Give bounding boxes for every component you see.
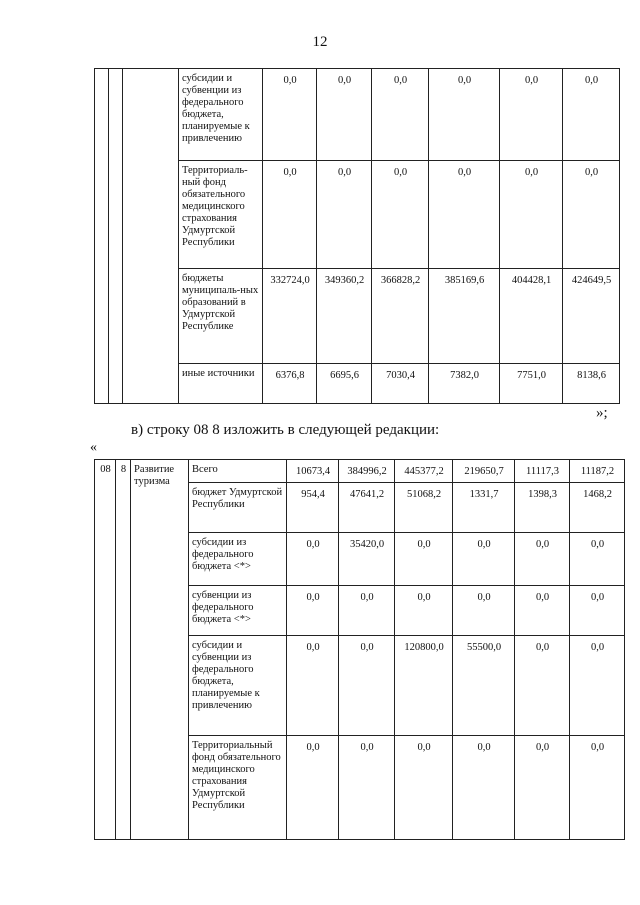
value-cell: 0,0 [317, 161, 372, 269]
instruction-text: в) строку 08 8 изложить в следующей редакции: [131, 422, 440, 438]
source-label: бюджет Удмуртской Республики [189, 483, 287, 533]
subcode-cell: 8 [116, 460, 131, 840]
value-cell: 1331,7 [453, 483, 515, 533]
value-cell: 0,0 [287, 636, 339, 736]
value-cell: 219650,7 [453, 460, 515, 483]
value-cell: 0,0 [515, 636, 570, 736]
value-cell: 0,0 [287, 586, 339, 636]
value-cell: 445377,2 [395, 460, 453, 483]
value-cell: 0,0 [395, 736, 453, 840]
value-cell: 0,0 [570, 736, 625, 840]
name-cell [123, 69, 179, 404]
value-cell: 0,0 [453, 736, 515, 840]
source-label: Территориаль-ный фонд обязательного медицинского страхования Удмуртской Республики [179, 161, 263, 269]
value-cell: 366828,2 [372, 269, 429, 364]
value-cell: 404428,1 [500, 269, 563, 364]
value-cell: 0,0 [339, 636, 395, 736]
page-number: 12 [312, 34, 328, 50]
value-cell: 0,0 [372, 69, 429, 161]
table-row [95, 460, 625, 483]
value-cell: 0,0 [372, 161, 429, 269]
value-cell: 0,0 [287, 533, 339, 586]
value-cell: 385169,6 [429, 269, 500, 364]
code-cell: 08 [95, 460, 116, 840]
value-cell: 1398,3 [515, 483, 570, 533]
value-cell: 6376,8 [263, 364, 317, 404]
value-cell: 954,4 [287, 483, 339, 533]
source-label: субсидии и субвенции из федерального бюджета, планируемые к привлечению [179, 69, 263, 161]
value-cell: 0,0 [339, 736, 395, 840]
value-cell: 0,0 [429, 69, 500, 161]
value-cell: 7751,0 [500, 364, 563, 404]
value-cell: 11117,3 [515, 460, 570, 483]
value-cell: 424649,5 [563, 269, 620, 364]
value-cell: 6695,6 [317, 364, 372, 404]
value-cell: 0,0 [570, 586, 625, 636]
value-cell: 0,0 [563, 161, 620, 269]
value-cell: 0,0 [395, 586, 453, 636]
subcode-cell [109, 69, 123, 404]
source-label: бюджеты муниципаль-ных образований в Удмуртской Республике [179, 269, 263, 364]
value-cell: 0,0 [453, 533, 515, 586]
source-label: Территориальный фонд обязательного медицинского страхования Удмуртской Республики [189, 736, 287, 840]
value-cell: 0,0 [339, 586, 395, 636]
value-cell: 7382,0 [429, 364, 500, 404]
value-cell: 332724,0 [263, 269, 317, 364]
value-cell: 0,0 [263, 69, 317, 161]
open-quote: « [90, 440, 97, 455]
value-cell: 0,0 [515, 736, 570, 840]
closing-quote: »; [596, 405, 608, 421]
value-cell: 55500,0 [453, 636, 515, 736]
program-name: Развитие туризма [131, 460, 189, 840]
value-cell: 0,0 [453, 586, 515, 636]
value-cell: 10673,4 [287, 460, 339, 483]
value-cell: 349360,2 [317, 269, 372, 364]
value-cell: 0,0 [570, 533, 625, 586]
value-cell: 384996,2 [339, 460, 395, 483]
source-label: Всего [189, 460, 287, 483]
value-cell: 1468,2 [570, 483, 625, 533]
source-label: субсидии и субвенции из федерального бюджета, планируемые к привлечению [189, 636, 287, 736]
source-label: субвенции из федерального бюджета <*> [189, 586, 287, 636]
value-cell: 47641,2 [339, 483, 395, 533]
value-cell: 0,0 [263, 161, 317, 269]
value-cell: 35420,0 [339, 533, 395, 586]
value-cell: 0,0 [563, 69, 620, 161]
funding-table-continued [94, 68, 620, 404]
value-cell: 0,0 [515, 586, 570, 636]
table-row [95, 69, 620, 161]
value-cell: 120800,0 [395, 636, 453, 736]
value-cell: 7030,4 [372, 364, 429, 404]
value-cell: 51068,2 [395, 483, 453, 533]
source-label: иные источники [179, 364, 263, 404]
value-cell: 0,0 [429, 161, 500, 269]
source-label: субсидии из федерального бюджета <*> [189, 533, 287, 586]
code-cell [95, 69, 109, 404]
value-cell: 0,0 [500, 161, 563, 269]
value-cell: 0,0 [287, 736, 339, 840]
value-cell: 8138,6 [563, 364, 620, 404]
value-cell: 0,0 [395, 533, 453, 586]
value-cell: 0,0 [570, 636, 625, 736]
value-cell: 0,0 [515, 533, 570, 586]
value-cell: 0,0 [500, 69, 563, 161]
value-cell: 11187,2 [570, 460, 625, 483]
value-cell: 0,0 [317, 69, 372, 161]
funding-table-tourism [94, 459, 625, 840]
